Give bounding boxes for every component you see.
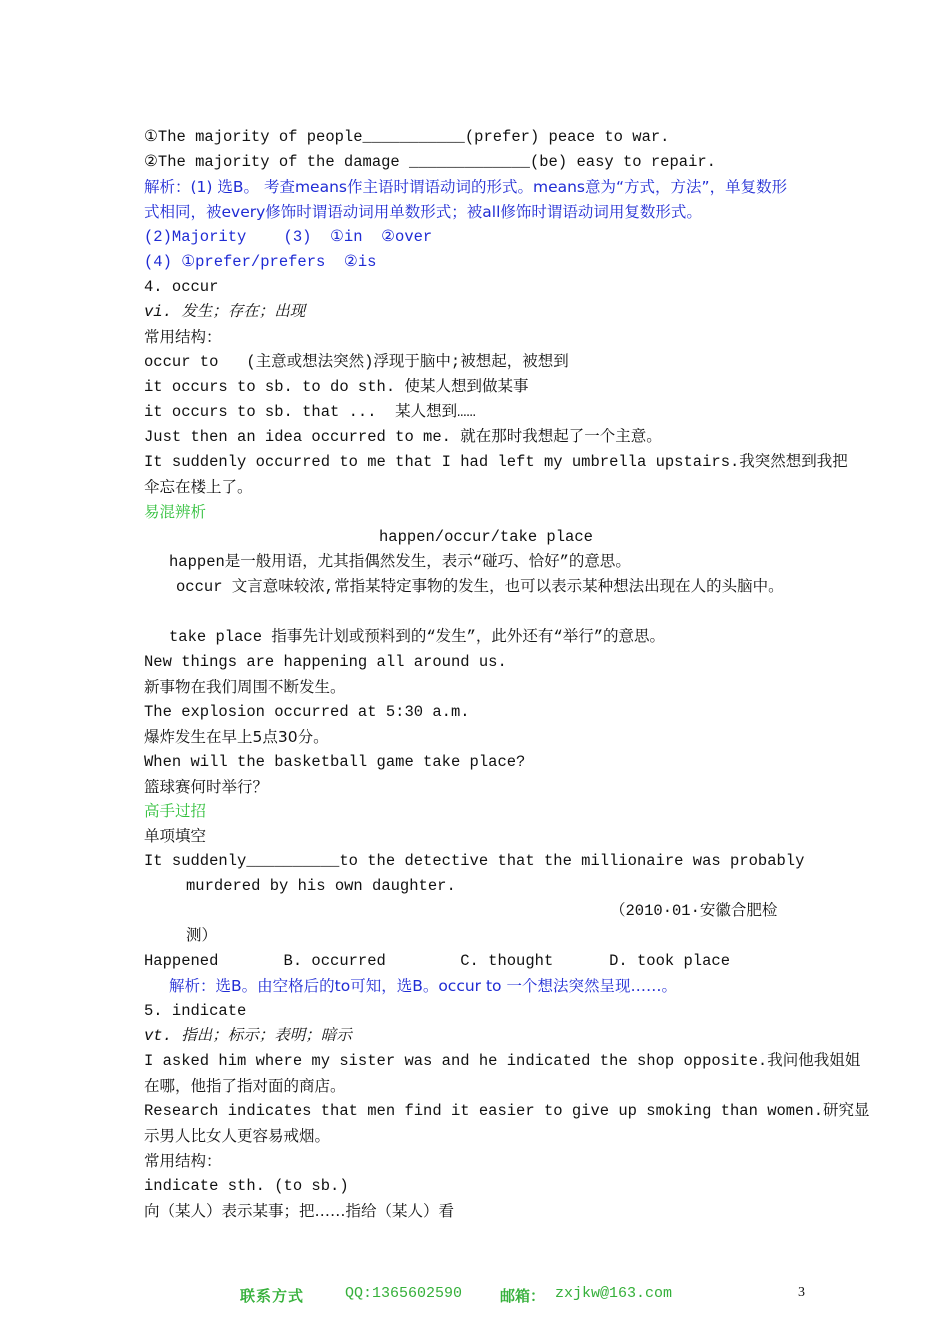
example-indicate-1-cont: 在哪，他指了指对面的商店。 (144, 1077, 346, 1095)
word-heading-indicate: 5. indicate (144, 1002, 247, 1020)
exercise-line-1: ①The majority of people___________(prefer) peace to war. (144, 128, 670, 146)
structure-line-2: it occurs to sb. to do sth. 使某人想到做某事 (144, 378, 529, 396)
example-indicate-1: I asked him where my sister was and he indicated the shop opposite.我问他我姐姐 (144, 1052, 861, 1070)
structure-label: 常用结构： (144, 328, 222, 346)
structure-line-3: it occurs to sb. that ... 某人想到…… (144, 403, 476, 421)
comparison-take-place: take place 指事先计划或预料到的“发生”，此外还有“举行”的意思。 (169, 628, 666, 646)
question-source-cont: 测） (186, 927, 218, 945)
footer-contact-label: 联系方式 (240, 1287, 305, 1305)
question-source: （2010·01·安徽合肥检 (610, 902, 778, 920)
exercise-line-2: ②The majority of the damage _____________(be) easy to repair. (144, 153, 716, 171)
example-line-2-cont: 伞忘在楼上了。 (144, 478, 253, 496)
example-line-1: Just then an idea occurred to me. 就在那时我想起了一个主意。 (144, 428, 662, 446)
question-stem-cont: murdered by his own daughter. (186, 877, 456, 895)
example-occur-en: The explosion occurred at 5:30 a.m. (144, 703, 470, 721)
comparison-happen: happen是一般用语，尤其指偶然发生，表示“碰巧、恰好”的意思。 (169, 553, 631, 571)
page-number: 3 (798, 1285, 805, 1300)
footer-mail-label: 邮箱： (500, 1287, 546, 1305)
example-take-place-cn: 篮球赛何时举行？ (144, 778, 269, 796)
answer-explanation-line-2: 式相同，被every修饰时谓语动词用单数形式；被all修饰时谓语动词用复数形式。 (144, 203, 702, 221)
section-heading-confusion: 易混辨析 (144, 503, 207, 521)
structure-line-1: occur to (主意或想法突然)浮现于脑中;被想起，被想到 (144, 353, 569, 371)
comparison-title: happen/occur/take place (379, 528, 593, 546)
structure-label-indicate: 常用结构： (144, 1152, 222, 1170)
example-line-2: It suddenly occurred to me that I had left my umbrella upstairs.我突然想到我把 (144, 453, 848, 471)
footer-mail: zxjkw@163.com (555, 1285, 673, 1302)
answer-explanation-line-1: 解析：(1) 选B。 考查means作主语时谓语动词的形式。means意为“方式，方法”，单复数形 (144, 178, 788, 196)
example-indicate-2: Research indicates that men find it easier to give up smoking than women.研究显 (144, 1102, 870, 1120)
question-answer: 解析：选B。由空格后的to可知，选B。occur to 一个想法突然呈现……。 (169, 977, 677, 995)
section-heading-practice: 高手过招 (144, 802, 207, 820)
answer-line-4: (4) ①prefer/prefers ②is (144, 253, 377, 271)
word-heading-occur: 4. occur (144, 278, 219, 296)
example-indicate-2-cont: 示男人比女人更容易戒烟。 (144, 1127, 331, 1145)
question-type-label: 单项填空 (144, 827, 207, 845)
example-happen-cn: 新事物在我们周围不断发生。 (144, 678, 346, 696)
answer-line-3: (2)Majority (3) ①in ②over (144, 228, 433, 246)
example-happen-en: New things are happening all around us. (144, 653, 507, 671)
comparison-occur: occur 文言意味较浓,常指某特定事物的发生，也可以表示某种想法出现在人的头脑中。 (176, 578, 784, 596)
structure-indicate-1: indicate sth. (to sb.) (144, 1177, 349, 1195)
word-definition-indicate: vt. 指出；标示；表明；暗示 (144, 1027, 352, 1045)
word-definition-occur: vi. 发生；存在；出现 (144, 303, 306, 321)
footer-qq: QQ:1365602590 (345, 1285, 463, 1302)
page-footer (0, 1285, 950, 1307)
question-options: Happened B. occurred C. thought D. took place (144, 952, 730, 970)
structure-indicate-1-meaning: 向（某人）表示某事；把……指给（某人）看 (144, 1202, 455, 1220)
example-occur-cn: 爆炸发生在早上5点30分。 (144, 728, 329, 746)
question-stem: It suddenly__________to the detective that the millionaire was probably (144, 852, 805, 870)
example-take-place-en: When will the basketball game take place? (144, 753, 526, 771)
